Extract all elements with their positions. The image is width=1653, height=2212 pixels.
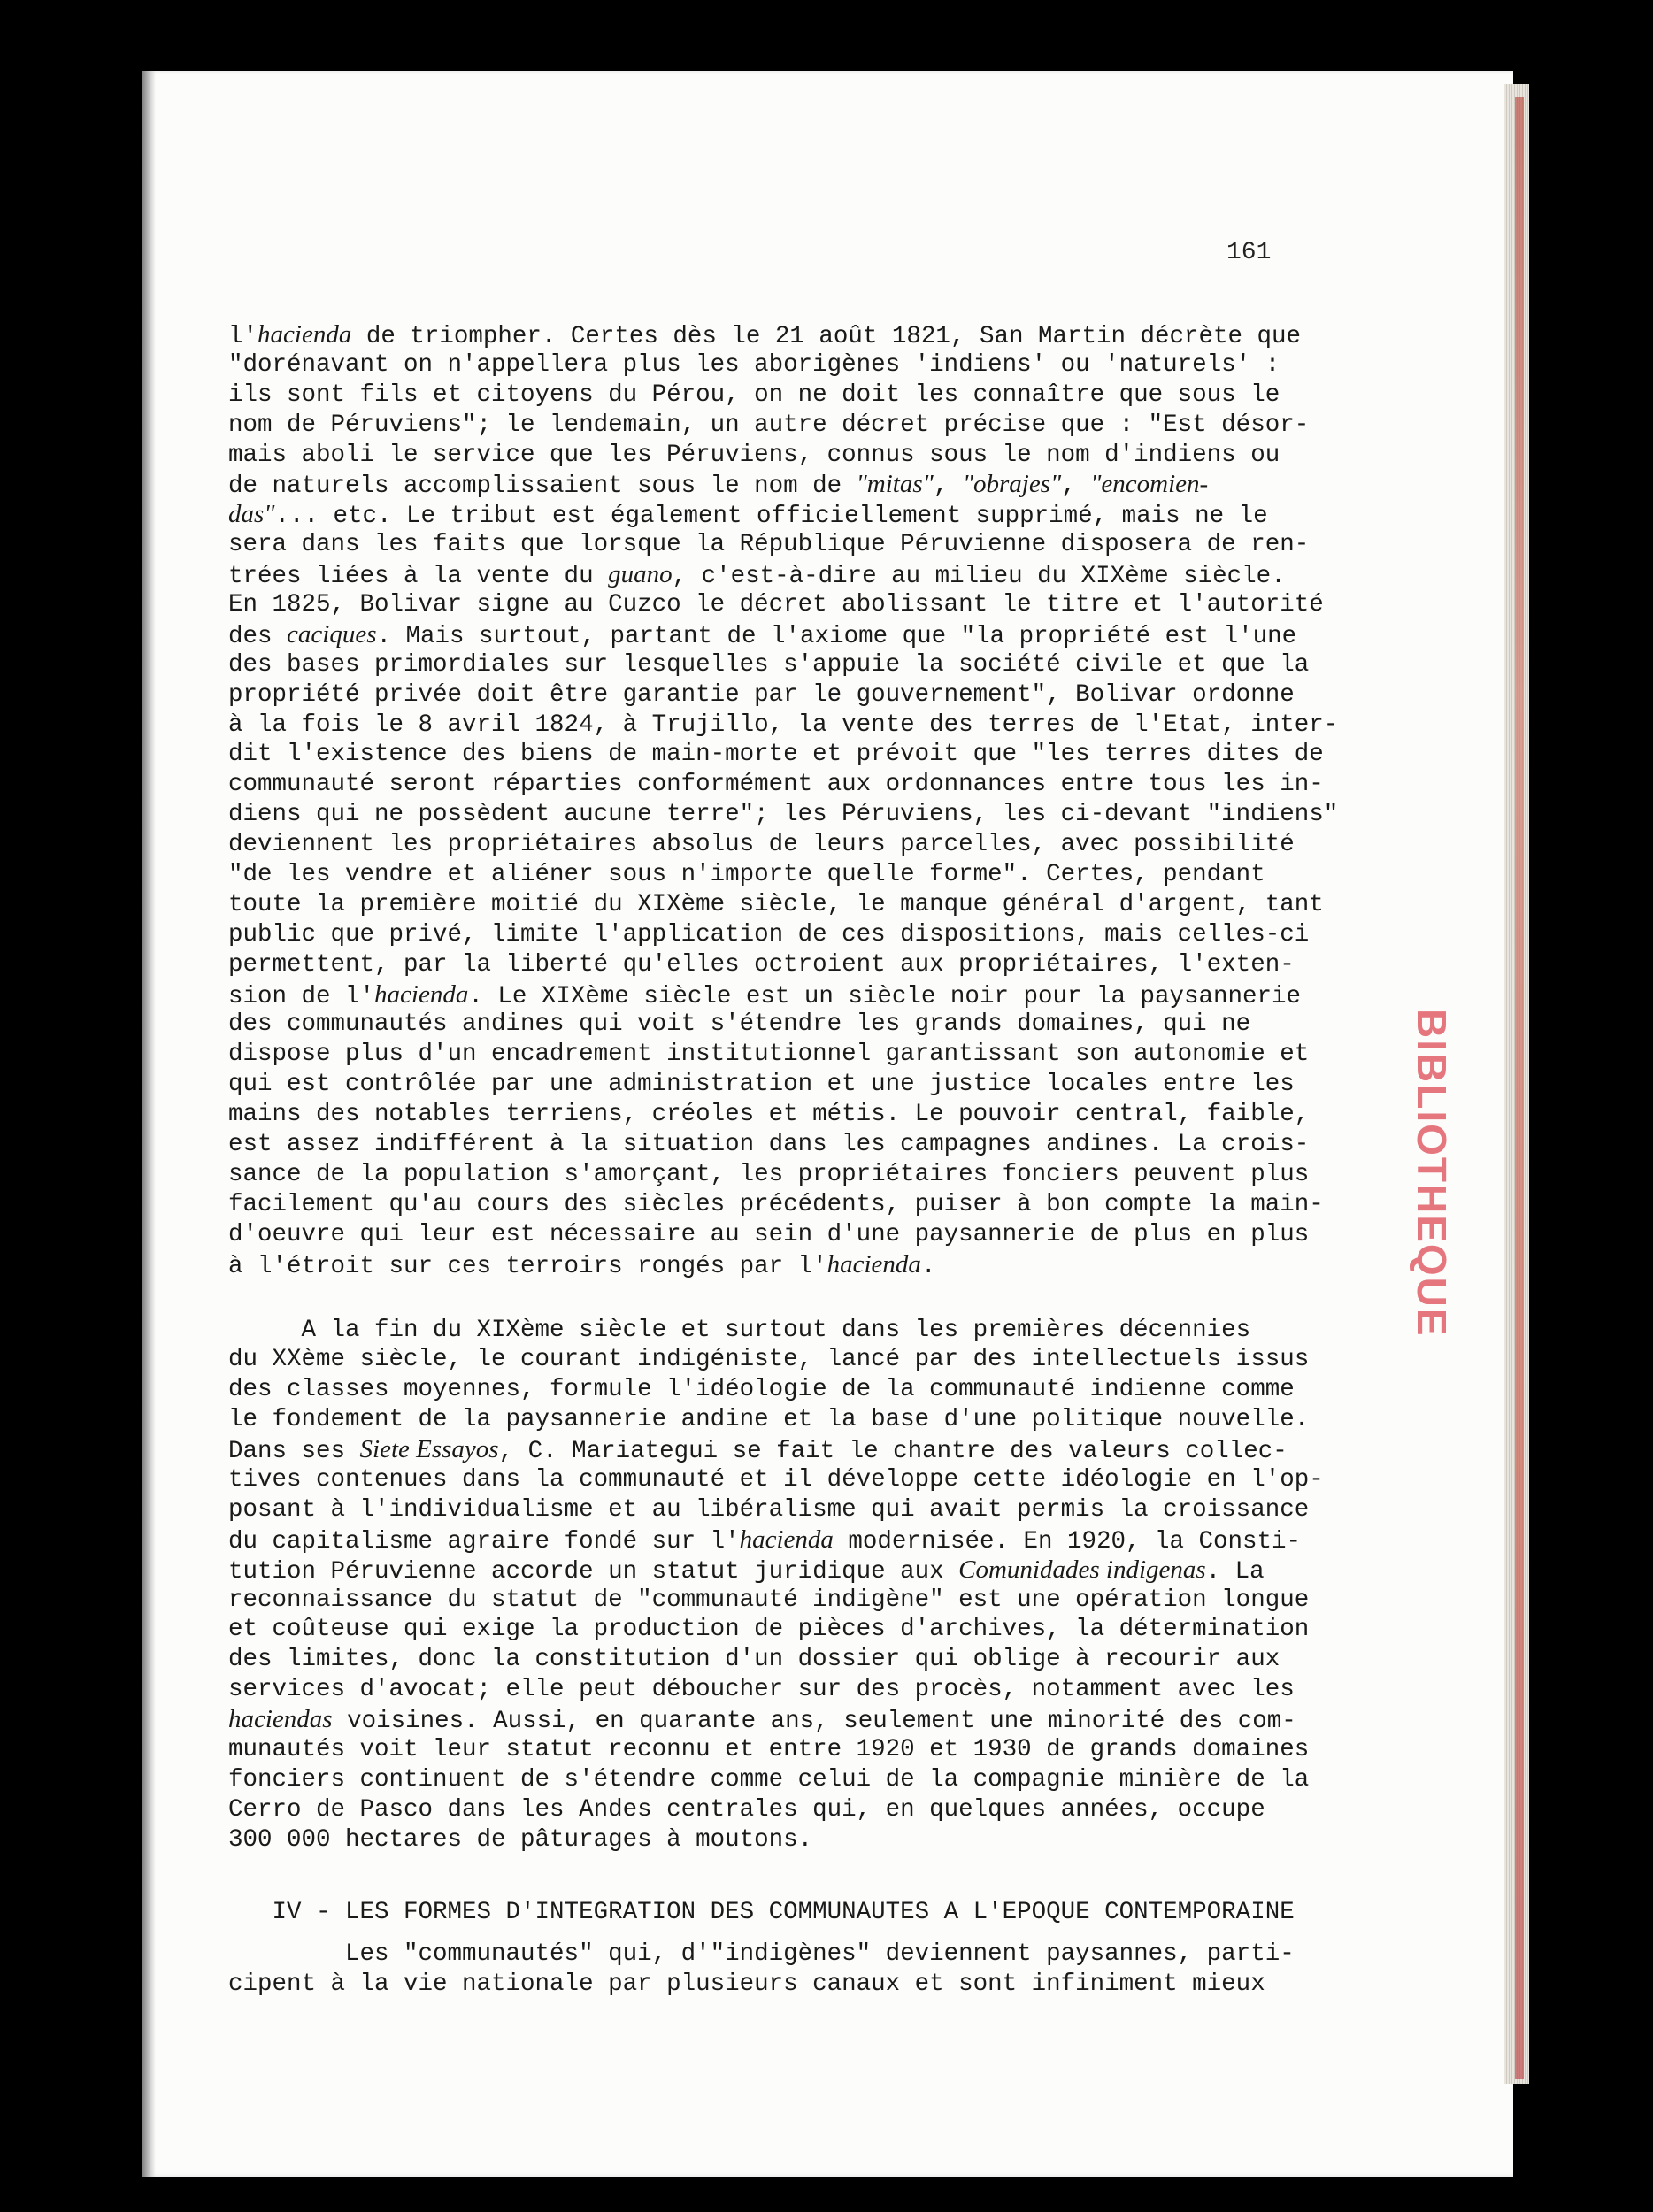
text-line: communauté seront réparties conformément aux ordonnances entre tous les in- bbox=[228, 771, 1324, 799]
text-line: mains des notables terriens, créoles et métis. Le pouvoir central, faible, bbox=[228, 1101, 1310, 1129]
page-edge-red bbox=[1515, 97, 1524, 2079]
text-line: mais aboli le service que les Péruviens, connus sous le nom d'indiens ou bbox=[228, 441, 1280, 469]
text-line: sera dans les faits que lorsque la République Péruvienne disposera de ren- bbox=[228, 531, 1310, 559]
italic-term: "obrajes" bbox=[962, 470, 1062, 499]
text-line: Dans ses Siete Essayos, C. Mariategui se fait le chantre des valeurs collec- bbox=[228, 1435, 1288, 1466]
text-line: public que privé, limite l'application de ces dispositions, mais celles-ci bbox=[228, 920, 1310, 949]
text-line: à l'étroit sur ces terroirs rongés par l'hacienda. bbox=[228, 1249, 936, 1280]
text-line: toute la première moitié du XIXème siècle, le manque général d'argent, tant bbox=[228, 890, 1324, 918]
italic-term: guano bbox=[608, 560, 673, 589]
text-line: sance de la population s'amorçant, les propriétaires fonciers peuvent plus bbox=[228, 1160, 1310, 1188]
text-line: qui est contrôlée par une administration et une justice locales entre les bbox=[228, 1071, 1295, 1099]
text-line: cipent à la vie nationale par plusieurs canaux et sont infiniment mieux bbox=[228, 1970, 1265, 1999]
text-line: diens qui ne possèdent aucune terre"; les Péruviens, les ci-devant "indiens" bbox=[228, 801, 1339, 829]
text-line: l'hacienda de triompher. Certes dès le 21 août 1821, San Martin décrète que bbox=[228, 320, 1302, 350]
text-line: propriété privée doit être garantie par le gouvernement", Bolivar ordonne bbox=[228, 680, 1295, 709]
paragraph-gap bbox=[228, 1280, 1352, 1316]
text-line: de naturels accomplissaient sous le nom de "mitas", "obrajes", "encomien- bbox=[228, 470, 1209, 501]
italic-term: hacienda bbox=[826, 1249, 921, 1279]
italic-term: Siete Essayos bbox=[359, 1435, 499, 1464]
text-line: A la fin du XIXème siècle et surtout dans les premières décennies bbox=[228, 1316, 1251, 1344]
library-stamp: BIBLIOTHEQUE bbox=[1409, 1009, 1455, 1338]
italic-term: caciques bbox=[287, 619, 377, 649]
text-line: facilement qu'au cours des siècles précédents, puiser à bon compte la main- bbox=[228, 1190, 1324, 1218]
text-line: fonciers continuent de s'étendre comme celui de la compagnie minière de la bbox=[228, 1765, 1310, 1793]
italic-term: das" bbox=[228, 500, 275, 529]
text-line: sion de l'hacienda. Le XIXème siècle est un siècle noir pour la paysannerie bbox=[228, 979, 1301, 1010]
paragraph-2 bbox=[228, 1316, 1352, 1855]
text-line: dispose plus d'un encadrement institutionnel garantissant son autonomie et bbox=[228, 1041, 1310, 1069]
paragraph-3 bbox=[228, 1939, 1352, 2000]
text-line: Cerro de Pasco dans les Andes centrales qui, en quelques années, occupe bbox=[228, 1795, 1265, 1824]
italic-term: "mitas" bbox=[856, 470, 934, 499]
text-line: Les "communautés" qui, d'"indigènes" deviennent paysannes, parti- bbox=[228, 1940, 1295, 1969]
paragraph-gap bbox=[228, 1855, 1352, 1891]
text-line: du XXème siècle, le courant indigéniste, lancé par des intellectuels issus bbox=[228, 1346, 1310, 1374]
italic-term: haciendas bbox=[228, 1705, 333, 1734]
text-line: d'oeuvre qui leur est nécessaire au sein d'une paysannerie de plus en plus bbox=[228, 1220, 1310, 1248]
text-line: En 1825, Bolivar signe au Cuzco le décret abolissant le titre et l'autorité bbox=[228, 591, 1324, 619]
text-line: "dorénavant on n'appellera plus les aborigènes 'indiens' ou 'naturels' : bbox=[228, 350, 1280, 379]
text-line: du capitalisme agraire fondé sur l'hacienda modernisée. En 1920, la Consti- bbox=[228, 1525, 1302, 1555]
page-gutter-shadow bbox=[142, 71, 156, 2177]
text-line: des classes moyennes, formule l'idéologie de la communauté indienne comme bbox=[228, 1376, 1295, 1404]
text-line: des limites, donc la constitution d'un dossier qui oblige à recourir aux bbox=[228, 1646, 1280, 1674]
italic-term: hacienda bbox=[258, 320, 352, 349]
text-line: ils sont fils et citoyens du Pérou, on ne doit les connaître que sous le bbox=[228, 380, 1280, 409]
text-line: à la fois le 8 avril 1824, à Trujillo, la vente des terres de l'Etat, inter- bbox=[228, 710, 1339, 739]
text-line: des caciques. Mais surtout, partant de l'axiome que "la propriété est l'une bbox=[228, 619, 1297, 650]
text-line: est assez indifférent à la situation dans les campagnes andines. La crois- bbox=[228, 1131, 1310, 1159]
italic-term: hacienda bbox=[374, 979, 469, 1009]
text-line: das"... etc. Le tribut est également officiellement supprimé, mais ne le bbox=[228, 500, 1268, 531]
page-number: 161 bbox=[1226, 239, 1272, 266]
text-line: nom de Péruviens"; le lendemain, un autre décret précise que : "Est désor- bbox=[228, 411, 1310, 439]
section-heading: IV - LES FORMES D'INTEGRATION DES COMMUNAUTES A L'EPOQUE CONTEMPORAINE bbox=[228, 1898, 1295, 1926]
text-line: dit l'existence des biens de main-morte et prévoit que "les terres dites de bbox=[228, 741, 1324, 769]
paragraph-1 bbox=[228, 320, 1352, 1280]
body-text bbox=[228, 320, 1352, 2000]
text-line: permettent, par la liberté qu'elles octroient aux propriétaires, l'exten- bbox=[228, 950, 1295, 979]
text-line: tives contenues dans la communauté et il développe cette idéologie en l'op- bbox=[228, 1465, 1324, 1494]
italic-term: Comunidades indigenas bbox=[958, 1555, 1206, 1584]
italic-term: hacienda bbox=[739, 1525, 834, 1554]
text-line: services d'avocat; elle peut déboucher sur des procès, notamment avec les bbox=[228, 1676, 1295, 1704]
text-line: des bases primordiales sur lesquelles s'appuie la société civile et que la bbox=[228, 650, 1310, 679]
text-line: munautés voit leur statut reconnu et entre 1920 et 1930 de grands domaines bbox=[228, 1735, 1310, 1763]
text-line: reconnaissance du statut de "communauté indigène" est une opération longue bbox=[228, 1586, 1310, 1614]
text-line: posant à l'individualisme et au libéralisme qui avait permis la croissance bbox=[228, 1495, 1310, 1524]
text-line: 300 000 hectares de pâturages à moutons. bbox=[228, 1825, 813, 1854]
text-line: deviennent les propriétaires absolus de leurs parcelles, avec possibilité bbox=[228, 831, 1295, 859]
text-line: haciendas voisines. Aussi, en quarante ans, seulement une minorité des com- bbox=[228, 1705, 1296, 1736]
text-line: le fondement de la paysannerie andine et la base d'une politique nouvelle. bbox=[228, 1406, 1310, 1434]
text-line: tution Péruvienne accorde un statut juridique aux Comunidades indigenas. La bbox=[228, 1555, 1265, 1586]
text-line: des communautés andines qui voit s'étendre les grands domaines, qui ne bbox=[228, 1010, 1251, 1039]
text-line: et coûteuse qui exige la production de pièces d'archives, la détermination bbox=[228, 1616, 1310, 1644]
text-line: "de les vendre et aliéner sous n'importe quelle forme". Certes, pendant bbox=[228, 861, 1265, 889]
text-line: trées liées à la vente du guano, c'est-à-dire au milieu du XIXème siècle. bbox=[228, 560, 1286, 591]
italic-term: "encomien- bbox=[1090, 470, 1209, 499]
